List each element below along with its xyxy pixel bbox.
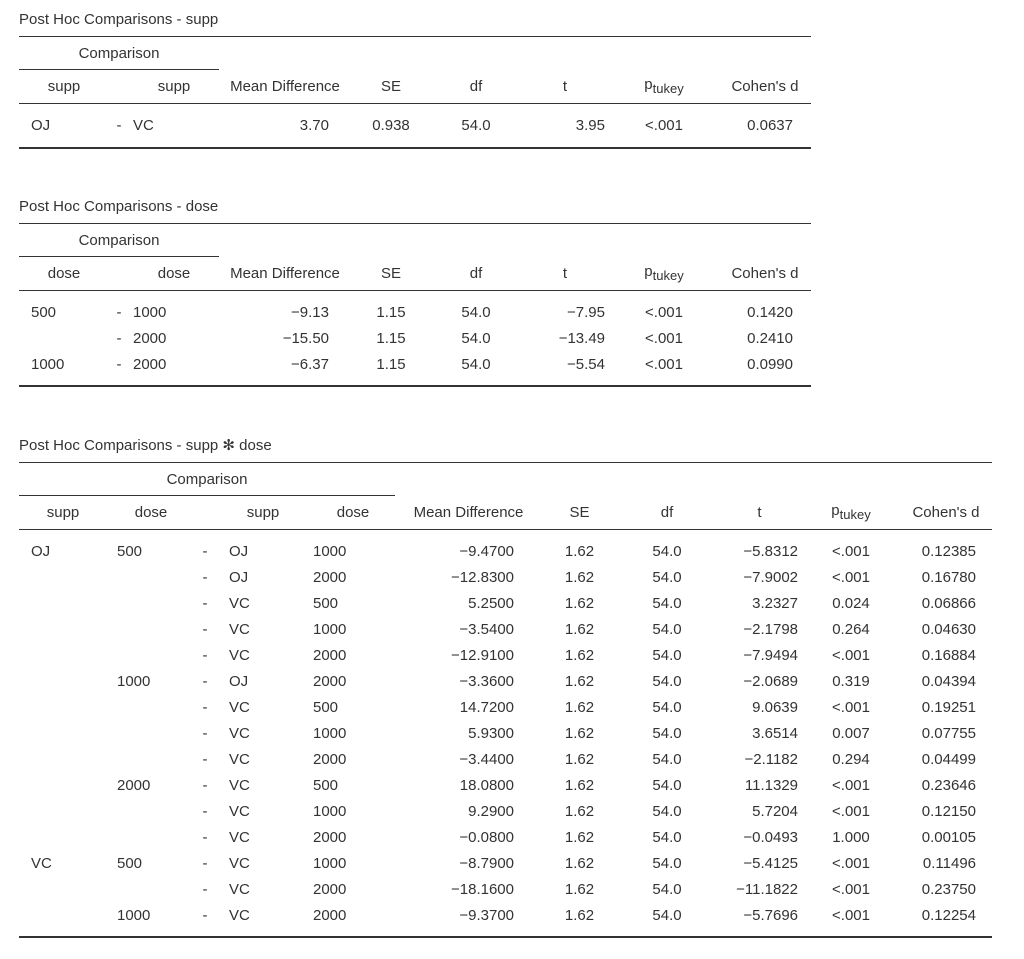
col-header-mean-difference: Mean Difference [219, 257, 351, 291]
cell-df: 54.0 [652, 776, 682, 794]
cell-dose-b: 1000 [313, 854, 347, 872]
cell-dose-a: 2000 [117, 776, 151, 794]
cell-dose-b: 2000 [313, 672, 347, 690]
cell-p: <.001 [832, 646, 870, 664]
cell-mean-difference: 14.7200 [459, 698, 514, 716]
cell-dash: - [202, 724, 208, 742]
cell-t: −7.95 [567, 303, 605, 321]
cell-supp-b: VC [129, 104, 219, 148]
cell-supp-a [19, 902, 107, 937]
cell-dose-b: 500 [313, 698, 339, 716]
cell-se: 1.62 [564, 724, 595, 742]
cell-supp-a [19, 642, 107, 668]
cell-dash: - [109, 351, 129, 386]
cell-se: 1.62 [564, 620, 595, 638]
col-header-p-tukey: $p_{tukey}$ [802, 496, 900, 530]
col-header-supp: supp [129, 70, 219, 104]
cell-mean-difference: −9.13 [291, 303, 329, 321]
table-row [19, 668, 992, 694]
cell-t: −5.4125 [743, 854, 798, 872]
cell-mean-difference: −8.7900 [459, 854, 514, 872]
table-title: Post Hoc Comparisons - supp [19, 11, 219, 28]
cell-se: 1.62 [564, 880, 595, 898]
cell-se: 1.62 [564, 698, 595, 716]
cell-dash: - [109, 104, 129, 148]
cell-cohens-d: 0.04630 [921, 620, 976, 638]
table-row [19, 746, 992, 772]
cell-p: <.001 [832, 802, 870, 820]
col-header-mean-difference: Mean Difference [395, 496, 542, 530]
cell-dose-a: 1000 [117, 672, 151, 690]
cell-dash: - [202, 672, 208, 690]
table-row [19, 291, 811, 326]
cell-p: <.001 [832, 568, 870, 586]
table-row [19, 616, 992, 642]
posthoc-dose-section [19, 197, 811, 387]
table-row [19, 351, 811, 386]
comparison-group-header: Comparison [19, 224, 219, 257]
cell-supp-b: VC [229, 776, 250, 794]
cell-supp-a: OJ [19, 104, 109, 148]
cell-supp-b: VC [229, 594, 250, 612]
cell-mean-difference: −18.1600 [451, 880, 514, 898]
cell-dose-b: 1000 [313, 802, 347, 820]
cell-dash: - [116, 303, 122, 321]
cell-df: 54.0 [461, 329, 491, 347]
cell-dash: - [116, 329, 122, 347]
cell-cohens-d: 0.16884 [921, 646, 976, 664]
cell-cohens-d: 0.0637 [719, 104, 811, 148]
cell-supp-a [19, 616, 107, 642]
cell-supp-a [19, 772, 107, 798]
cell-supp-a [19, 564, 107, 590]
cell-dose-b: 500 [313, 594, 339, 612]
cell-dose-b: 500 [313, 776, 339, 794]
cell-supp-a: VC [31, 854, 52, 872]
cell-df: 54.0 [652, 802, 682, 820]
cell-dose-b: 1000 [313, 724, 347, 742]
cell-supp-b: VC [229, 620, 250, 638]
table-row [19, 590, 992, 616]
cell-supp-a [19, 590, 107, 616]
col-header-mean-difference: Mean Difference [219, 70, 351, 104]
cell-cohens-d: 0.23750 [921, 880, 976, 898]
cell-cohens-d: 0.19251 [921, 698, 976, 716]
cell-se: 1.15 [376, 303, 406, 321]
col-header-cohens-d: Cohen's d [900, 496, 992, 530]
cell-cohens-d: 0.2410 [747, 329, 793, 347]
cell-mean-difference: −12.8300 [451, 568, 514, 586]
cell-df: 54.0 [652, 698, 682, 716]
cell-se: 1.15 [376, 329, 406, 347]
cell-mean-difference: 5.9300 [468, 724, 514, 742]
col-header-p-tukey: $p_{tukey}$ [609, 257, 719, 291]
cell-cohens-d: 0.04394 [921, 672, 976, 690]
cell-t: −2.1182 [744, 750, 798, 768]
col-header-se: SE [351, 257, 431, 291]
cell-df: 54.0 [652, 594, 682, 612]
cell-p: <.001 [609, 104, 719, 148]
cell-dose-a: 1000 [107, 902, 195, 937]
cell-cohens-d: 0.0990 [719, 351, 811, 386]
table-row [19, 798, 992, 824]
cell-p: <.001 [645, 329, 683, 347]
cell-df: 54.0 [652, 880, 682, 898]
cell-df: 54.0 [652, 828, 682, 846]
cell-cohens-d: 0.06866 [921, 594, 976, 612]
table-title: Post Hoc Comparisons - supp ✻ dose [19, 437, 272, 454]
cell-dose-b: 2000 [313, 568, 347, 586]
cell-dash: - [195, 902, 215, 937]
posthoc-dose-table [19, 223, 811, 387]
cell-se: 1.62 [564, 750, 595, 768]
cell-mean-difference: 9.2900 [468, 802, 514, 820]
table-row [19, 824, 992, 850]
col-header-se: SE [542, 496, 617, 530]
cell-t: −5.54 [521, 351, 609, 386]
cell-dose-b: 1000 [313, 620, 347, 638]
cell-df: 54.0 [652, 568, 682, 586]
cell-cohens-d: 0.04499 [921, 750, 976, 768]
cell-dose-a [107, 616, 195, 642]
cell-dash: - [202, 776, 208, 794]
cell-dose-a [19, 325, 109, 351]
cell-dose-a: 500 [117, 854, 143, 872]
table-row [19, 530, 992, 565]
col-header-t: t [521, 70, 609, 104]
cell-mean-difference: 5.2500 [468, 594, 514, 612]
cell-t: −2.1798 [743, 620, 798, 638]
cell-cohens-d: 0.11496 [922, 854, 976, 872]
col-header-dose: dose [311, 496, 395, 530]
cell-t: −5.8312 [743, 542, 798, 560]
cell-supp-b: VC [229, 880, 250, 898]
cell-supp-b: VC [229, 698, 250, 716]
cell-supp-b: VC [229, 724, 250, 742]
cell-mean-difference: 3.70 [219, 104, 351, 148]
cell-df: 54.0 [652, 646, 682, 664]
col-header-cohens-d: Cohen's d [719, 257, 811, 291]
cell-cohens-d: 0.23646 [921, 776, 976, 794]
cell-df: 54.0 [652, 542, 682, 560]
cell-dose-b: 1000 [313, 542, 347, 560]
col-header-df: df [617, 496, 717, 530]
cell-t: 9.0639 [752, 698, 798, 716]
cell-t: −0.0493 [743, 828, 798, 846]
cell-df: 54.0 [431, 351, 521, 386]
cell-se: 1.62 [564, 854, 595, 872]
cell-t: −7.9002 [743, 568, 798, 586]
cell-df: 54.0 [652, 672, 682, 690]
cell-dash: - [202, 828, 208, 846]
cell-se: 1.15 [351, 351, 431, 386]
cell-cohens-d: 0.16780 [921, 568, 976, 586]
cell-p: 0.294 [832, 750, 870, 768]
table-title: Post Hoc Comparisons - dose [19, 198, 219, 215]
cell-dash: - [202, 568, 208, 586]
cell-mean-difference: −3.3600 [459, 672, 514, 690]
cell-dose-a [107, 720, 195, 746]
table-row [19, 772, 992, 798]
cell-supp-b: VC [229, 646, 250, 664]
posthoc-interaction-section [19, 436, 992, 938]
table-row [19, 720, 992, 746]
cell-t: −2.0689 [743, 672, 798, 690]
cell-p: <.001 [832, 542, 870, 560]
cell-df: 54.0 [652, 724, 682, 742]
cell-dose-a [107, 876, 195, 902]
cell-dose-b: 2000 [311, 902, 395, 937]
posthoc-supp-table [19, 36, 811, 149]
cell-mean-difference: −0.0800 [459, 828, 514, 846]
cell-dose-a [107, 694, 195, 720]
table-row [19, 564, 992, 590]
cell-mean-difference: −15.50 [282, 329, 329, 347]
cell-p: 0.024 [832, 594, 870, 612]
table-row [19, 694, 992, 720]
cell-dose-b: 1000 [133, 303, 167, 321]
cell-se: 1.62 [564, 776, 595, 794]
cell-df: 54.0 [431, 104, 521, 148]
cell-dash: - [202, 880, 208, 898]
cell-mean-difference: 18.0800 [459, 776, 514, 794]
table-row [19, 876, 992, 902]
cell-p: 0.319 [832, 672, 870, 690]
col-header-cohens-d: Cohen's d [719, 70, 811, 104]
cell-p: <.001 [645, 303, 683, 321]
cell-dash: - [202, 854, 208, 872]
cell-supp-b: OJ [229, 568, 249, 586]
comparison-group-header: Comparison [19, 37, 219, 70]
col-header-supp: supp [19, 70, 109, 104]
cell-df: 54.0 [617, 902, 717, 937]
cell-mean-difference: −3.5400 [459, 620, 514, 638]
cell-dash: - [202, 594, 208, 612]
col-header-supp: supp [215, 496, 311, 530]
cell-t: −13.49 [558, 329, 605, 347]
col-header-df: df [431, 257, 521, 291]
cell-supp-b: VC [229, 828, 250, 846]
cell-dose-a [107, 590, 195, 616]
col-header-se: SE [351, 70, 431, 104]
cell-supp-a: OJ [31, 542, 51, 560]
cell-cohens-d: 0.12150 [921, 802, 976, 820]
cell-df: 54.0 [652, 750, 682, 768]
comparison-group-header: Comparison [19, 463, 395, 496]
cell-supp-a [19, 720, 107, 746]
cell-dash: - [202, 698, 208, 716]
cell-t: −7.9494 [743, 646, 798, 664]
cell-p: <.001 [802, 902, 900, 937]
cell-dose-b: 2000 [313, 646, 347, 664]
cell-dose-a: 500 [31, 303, 57, 321]
cell-mean-difference: −9.4700 [459, 542, 514, 560]
cell-se: 1.62 [564, 568, 595, 586]
cell-supp-b: VC [229, 854, 250, 872]
cell-supp-a [19, 746, 107, 772]
col-header-t: t [717, 496, 802, 530]
cell-cohens-d: 0.12385 [921, 542, 976, 560]
cell-t: −11.1822 [736, 880, 798, 898]
cell-df: 54.0 [461, 303, 491, 321]
cell-mean-difference: −9.3700 [395, 902, 542, 937]
cell-p: <.001 [609, 351, 719, 386]
cell-supp-b: VC [229, 802, 250, 820]
cell-t: 3.95 [521, 104, 609, 148]
cell-supp-b: OJ [229, 672, 249, 690]
cell-se: 1.62 [564, 594, 595, 612]
cell-supp-a [19, 668, 107, 694]
cell-dose-a [107, 642, 195, 668]
col-header-p-tukey: $p_{tukey}$ [609, 70, 719, 104]
cell-supp-b: OJ [229, 542, 249, 560]
cell-dash: - [202, 620, 208, 638]
table-row [19, 850, 992, 876]
table-row [19, 902, 992, 937]
cell-cohens-d: 0.07755 [921, 724, 976, 742]
cell-p: 0.007 [832, 724, 870, 742]
col-header-t: t [521, 257, 609, 291]
cell-supp-a [19, 798, 107, 824]
cell-t: −5.7696 [717, 902, 802, 937]
col-header-dose: dose [19, 257, 109, 291]
cell-dose-a: 500 [117, 542, 143, 560]
cell-dose-a [107, 564, 195, 590]
posthoc-interaction-table [19, 462, 992, 938]
cell-df: 54.0 [652, 854, 682, 872]
cell-dash: - [202, 802, 208, 820]
cell-supp-b: VC [215, 902, 311, 937]
cell-se: 1.62 [564, 828, 595, 846]
cell-supp-a [19, 824, 107, 850]
cell-se: 1.62 [564, 672, 595, 690]
cell-cohens-d: 0.12254 [900, 902, 992, 937]
cell-dose-a: 1000 [19, 351, 109, 386]
cell-se: 1.62 [564, 542, 595, 560]
cell-dose-a [107, 746, 195, 772]
cell-dose-b: 2000 [313, 880, 347, 898]
posthoc-supp-section [19, 10, 811, 149]
cell-p: <.001 [832, 698, 870, 716]
cell-dose-b: 2000 [129, 351, 219, 386]
cell-dash: - [202, 750, 208, 768]
cell-mean-difference: −6.37 [219, 351, 351, 386]
cell-supp-a [19, 876, 107, 902]
cell-p: <.001 [832, 776, 870, 794]
cell-mean-difference: −3.4400 [459, 750, 514, 768]
cell-se: 0.938 [351, 104, 431, 148]
table-row [19, 104, 811, 148]
cell-dose-a [107, 824, 195, 850]
cell-t: 5.7204 [752, 802, 798, 820]
cell-cohens-d: 0.00105 [921, 828, 976, 846]
cell-dose-b: 2000 [313, 828, 347, 846]
cell-p: 1.000 [832, 828, 870, 846]
cell-t: 3.2327 [752, 594, 798, 612]
col-header-dose: dose [107, 496, 195, 530]
cell-t: 11.1329 [744, 776, 798, 794]
cell-se: 1.62 [564, 646, 595, 664]
table-row [19, 642, 992, 668]
cell-supp-a [19, 694, 107, 720]
cell-dose-a [107, 798, 195, 824]
cell-dash: - [202, 646, 208, 664]
col-header-df: df [431, 70, 521, 104]
table-row [19, 325, 811, 351]
cell-p: <.001 [832, 854, 870, 872]
cell-p: 0.264 [832, 620, 870, 638]
cell-dash: - [202, 542, 208, 560]
cell-p: <.001 [832, 880, 870, 898]
col-header-dose: dose [129, 257, 219, 291]
col-header-supp: supp [19, 496, 107, 530]
cell-cohens-d: 0.1420 [747, 303, 793, 321]
cell-t: 3.6514 [752, 724, 798, 742]
cell-dose-b: 2000 [133, 329, 167, 347]
cell-supp-b: VC [229, 750, 250, 768]
cell-se: 1.62 [542, 902, 617, 937]
cell-df: 54.0 [652, 620, 682, 638]
cell-dose-b: 2000 [313, 750, 347, 768]
cell-se: 1.62 [564, 802, 595, 820]
cell-mean-difference: −12.9100 [451, 646, 514, 664]
